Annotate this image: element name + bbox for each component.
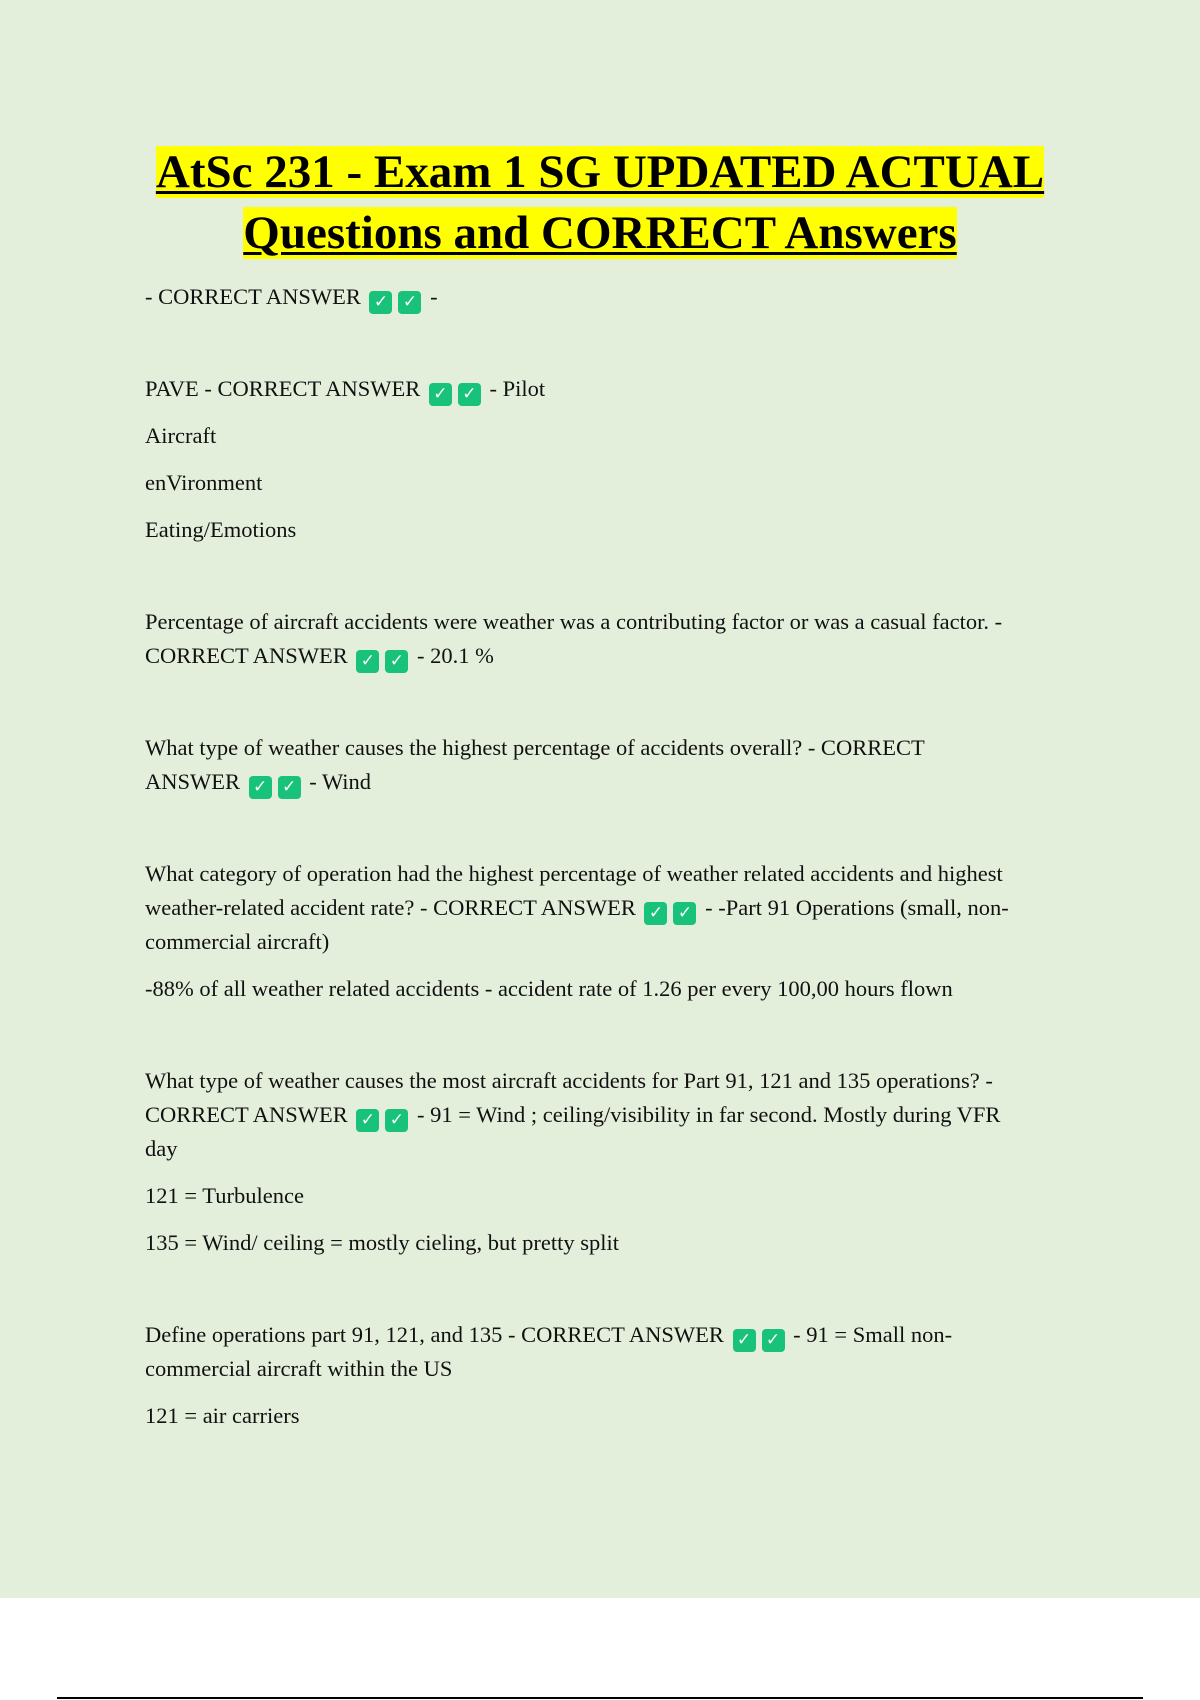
question-text: Percentage of aircraft accidents were weather was a contributing factor or was a casual factor. - bbox=[145, 609, 1003, 634]
check-mark-icon: ✓ bbox=[385, 650, 408, 673]
title-line-1: AtSc 231 - Exam 1 SG UPDATED ACTUAL bbox=[155, 146, 1045, 198]
question-text: CORRECT ANSWER bbox=[145, 643, 348, 668]
answer-text: - bbox=[430, 284, 438, 309]
document-title bbox=[60, 142, 1140, 264]
question-text: What type of weather causes the most aircraft accidents for Part 91, 121 and 135 operations? - bbox=[145, 1068, 993, 1093]
question-text: ANSWER bbox=[145, 769, 240, 794]
check-mark-icon: ✓ bbox=[644, 902, 667, 925]
answer-line: -88% of all weather related accidents - accident rate of 1.26 per every 100,00 hours flown bbox=[145, 976, 953, 1001]
check-mark-icon: ✓ bbox=[733, 1329, 756, 1352]
answer-line: 135 = Wind/ ceiling = mostly cieling, but pretty split bbox=[145, 1230, 620, 1255]
qa-list bbox=[145, 280, 1075, 1433]
answer-text: - 91 = Wind ; ceiling/visibility in far second. Mostly during VFR bbox=[417, 1102, 1001, 1127]
question-text: CORRECT ANSWER bbox=[145, 1102, 348, 1127]
answer-text: - Pilot bbox=[489, 376, 546, 401]
footer-divider bbox=[57, 1697, 1143, 1699]
check-mark-icon: ✓ bbox=[356, 650, 379, 673]
check-mark-icon: ✓ bbox=[762, 1329, 785, 1352]
question-text: PAVE - CORRECT ANSWER bbox=[145, 376, 421, 401]
question-text: What category of operation had the highest percentage of weather related accidents and highest bbox=[145, 861, 1003, 886]
check-mark-icon: ✓ bbox=[429, 383, 452, 406]
answer-text: commercial aircraft within the US bbox=[145, 1356, 453, 1381]
answer-text: commercial aircraft) bbox=[145, 929, 330, 954]
answer-line: 121 = air carriers bbox=[145, 1403, 300, 1428]
qa-item bbox=[145, 1064, 1075, 1260]
question-text: What type of weather causes the highest percentage of accidents overall? - CORRECT bbox=[145, 735, 925, 760]
answer-text: - 20.1 % bbox=[417, 643, 494, 668]
answer-line: Aircraft bbox=[145, 423, 217, 448]
answer-line: Eating/Emotions bbox=[145, 517, 297, 542]
qa-item bbox=[145, 731, 1075, 799]
check-mark-icon: ✓ bbox=[458, 383, 481, 406]
check-mark-icon: ✓ bbox=[278, 776, 301, 799]
qa-item bbox=[145, 1318, 1075, 1433]
answer-text: - -Part 91 Operations (small, non- bbox=[705, 895, 1009, 920]
answer-text: - 91 = Small non- bbox=[793, 1322, 953, 1347]
qa-item bbox=[145, 280, 1075, 314]
title-line-2: Questions and CORRECT Answers bbox=[243, 207, 957, 259]
answer-line: 121 = Turbulence bbox=[145, 1183, 304, 1208]
question-text: weather-related accident rate? - CORRECT ANSWER bbox=[145, 895, 636, 920]
check-mark-icon: ✓ bbox=[398, 291, 421, 314]
check-mark-icon: ✓ bbox=[385, 1109, 408, 1132]
question-text: - CORRECT ANSWER bbox=[145, 284, 361, 309]
check-mark-icon: ✓ bbox=[369, 291, 392, 314]
qa-item bbox=[145, 372, 1075, 547]
check-mark-icon: ✓ bbox=[356, 1109, 379, 1132]
qa-item bbox=[145, 605, 1075, 673]
answer-line: enVironment bbox=[145, 470, 263, 495]
answer-text: - Wind bbox=[309, 769, 372, 794]
answer-text: day bbox=[145, 1136, 178, 1161]
check-mark-icon: ✓ bbox=[673, 902, 696, 925]
check-mark-icon: ✓ bbox=[249, 776, 272, 799]
question-text: Define operations part 91, 121, and 135 - CORRECT ANSWER bbox=[145, 1322, 724, 1347]
qa-item bbox=[145, 857, 1075, 1006]
